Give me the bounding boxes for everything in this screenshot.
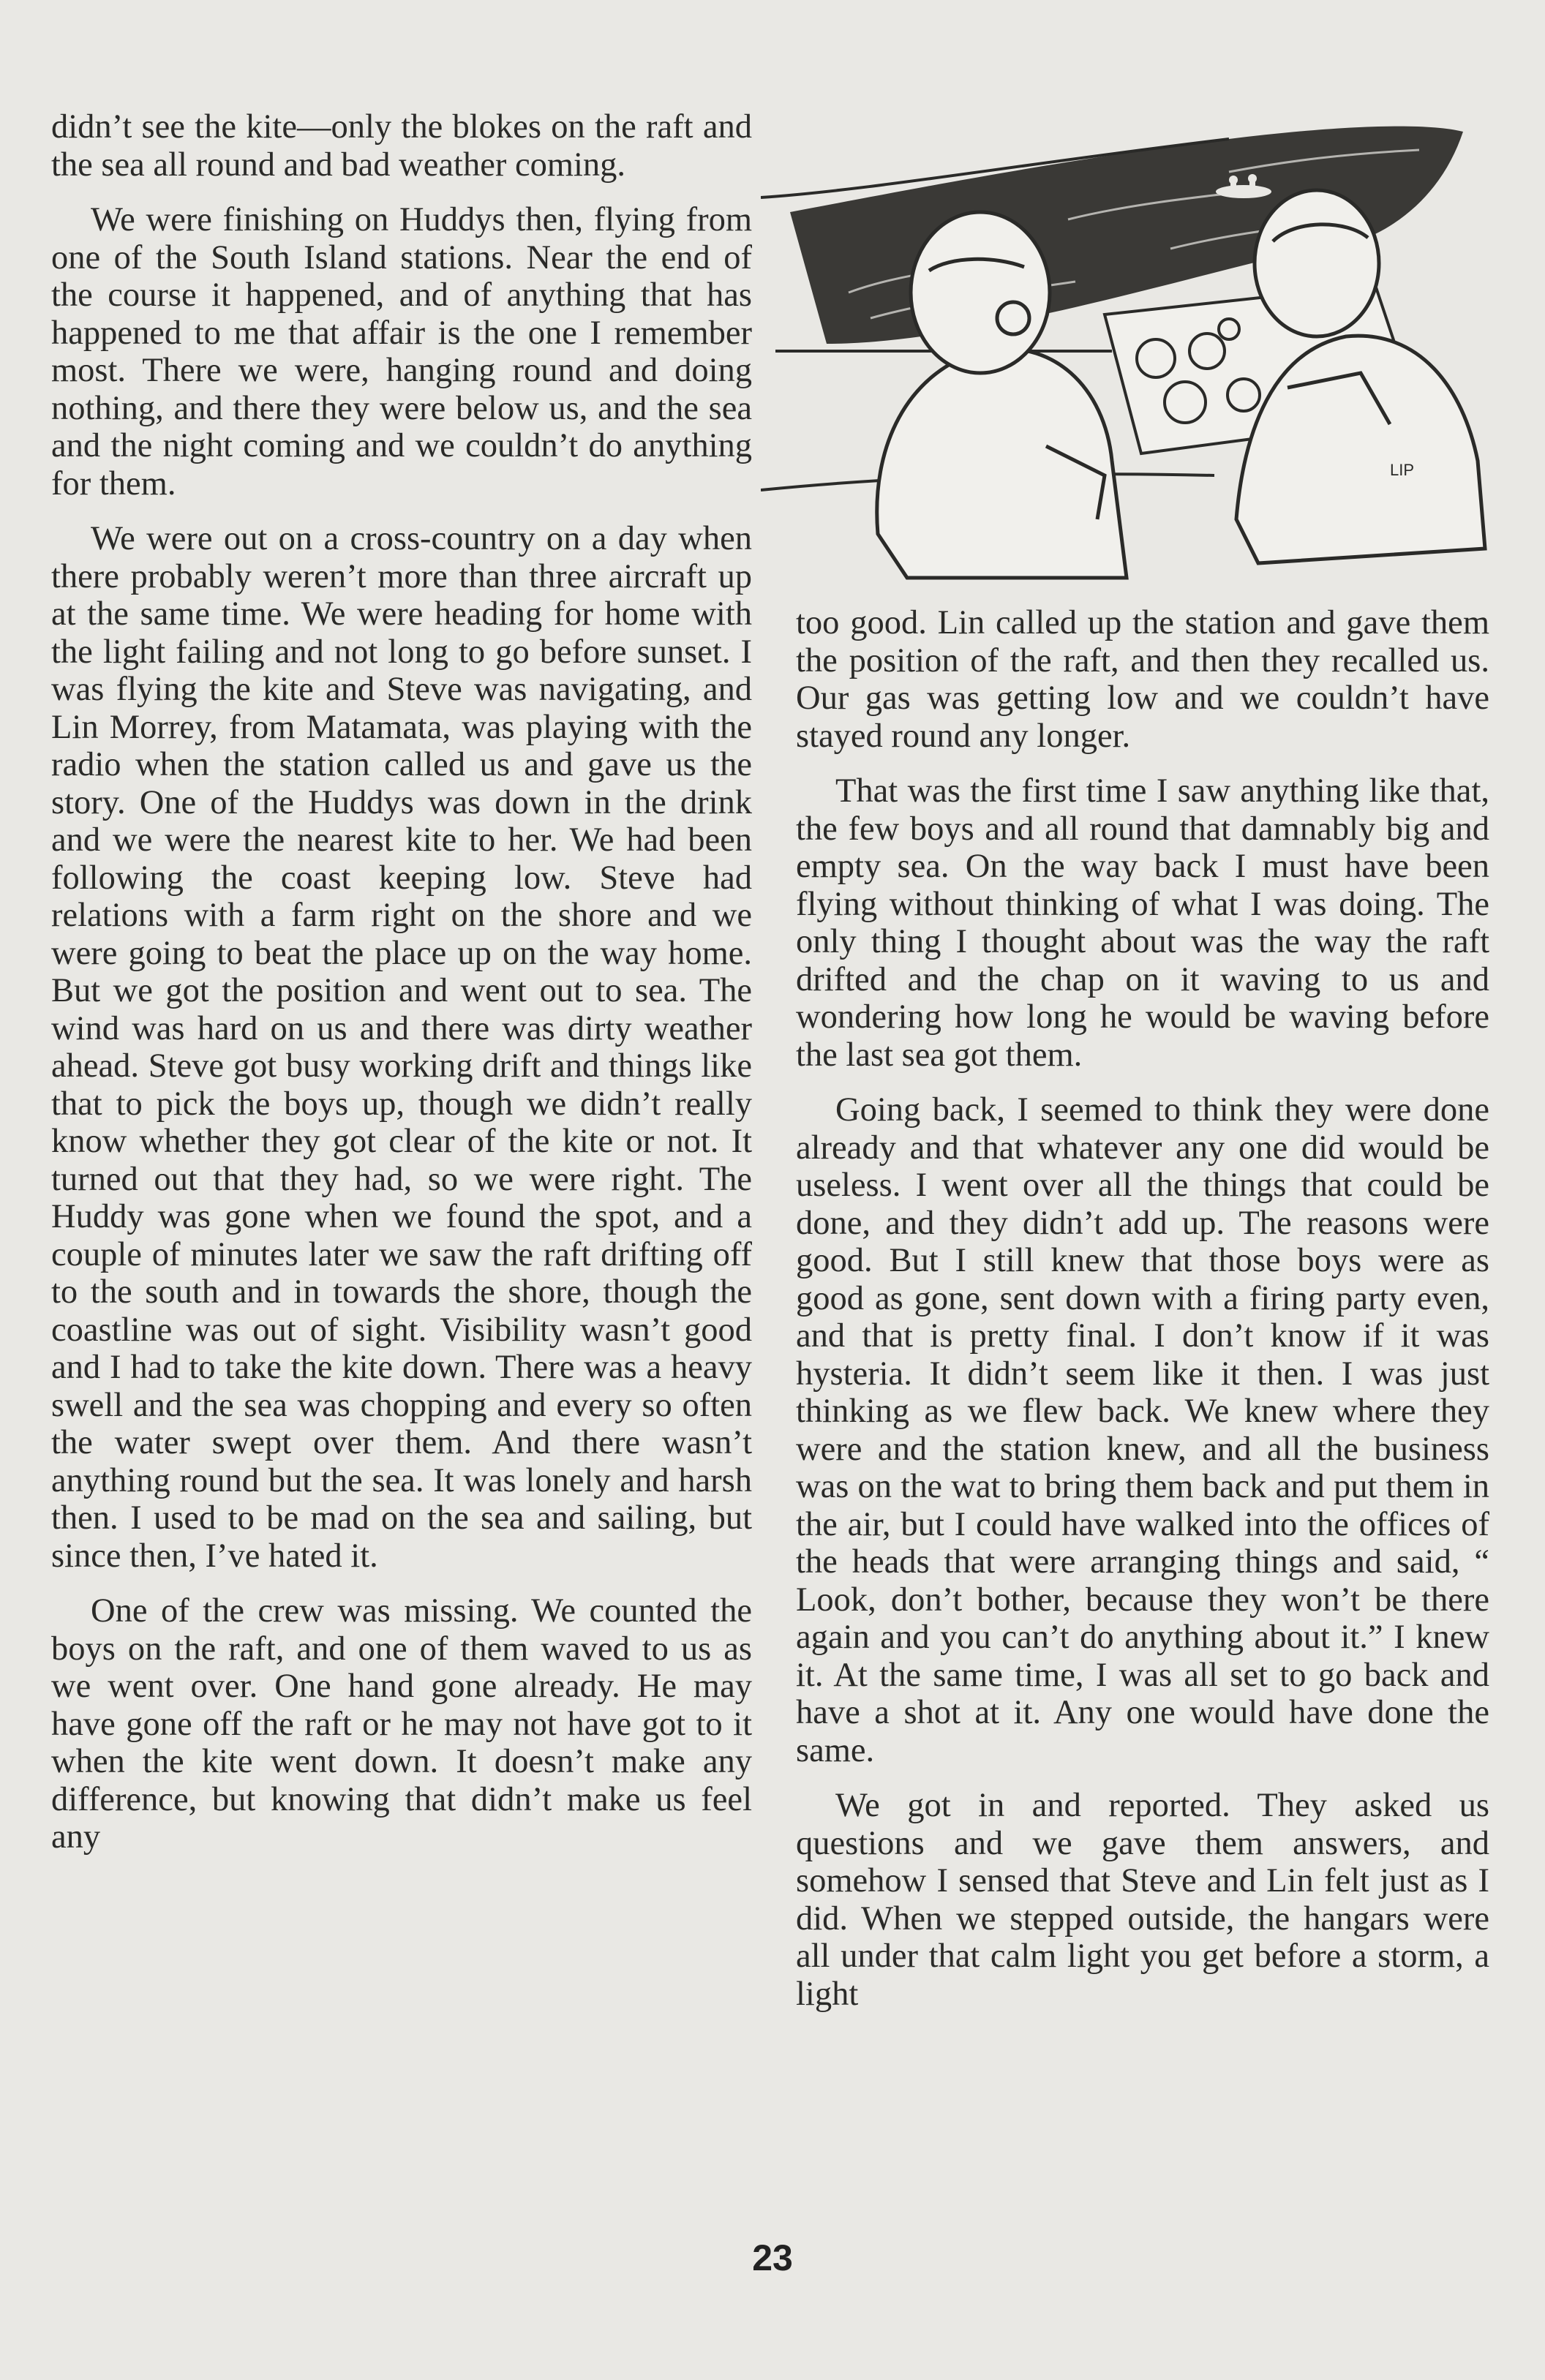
paragraph: That was the first time I saw anything like that, the few boys and all round that damnably big and empty sea. On the way back I must have been flying without thinking of what I was doing. The only thing I thought about was the way the raft drifted and the chap on it waving to us and wondering how long he would be waving before the last sea got them. bbox=[796, 772, 1489, 1074]
paragraph: Going back, I seemed to think they were done already and that whatever any one did would be useless. I went over all the things that could be done, and they didn’t add up. The reasons were good. But I still knew that those boys were as good as gone, sent down with a firing party even, and that is pretty final. I don’t know if it was hysteria. It didn’t seem like it then. I was just thinking as we flew back. We knew where they were and the station knew, and all the business was on the wat to bring them back and put them in the air, but I could have walked into the offices of the heads that were arranging things and said, “ Look, don’t bother, because they won’t be there again and you can’t do anything about it.” I knew it. At the same time, I was all set to go back and have a shot at it. Any one would have done the same. bbox=[796, 1091, 1489, 1769]
illustration-signature: LIP bbox=[1390, 461, 1415, 479]
paragraph: too good. Lin called up the station and gave them the position of the raft, and then they recalled us. Our gas was getting low and we couldn’t have stayed round any longer. bbox=[796, 604, 1489, 755]
paragraph: One of the crew was missing. We counted the boys on the raft, and one of them waved to us as we went over. One hand gone already. He may have gone off the raft or he may not have got to it when the kite went down. It doesn’t make any difference, but knowing that didn’t make us feel any bbox=[51, 1592, 752, 1856]
paragraph: didn’t see the kite—only the blokes on the raft and the sea all round and bad weather coming. bbox=[51, 108, 752, 184]
paragraph: We were out on a cross-country on a day when there probably weren’t more than three aircraft up at the same time. We were heading for home with the light failing and not long to go before sunset. I was flying the kite and Steve was navigating, and Lin Morrey, from Matamata, was playing with the radio when the station called us and gave us the story. One of the Huddys was down in the drink and we were the nearest kite to her. We had been following the coast keeping low. Steve had relations with a farm right on the shore and we were going to beat the place up on the way home. But we got the position and went out to sea. The wind was hard on us and there was dirty weather ahead. Steve got busy working drift and things like that to pick the boys up, though we didn’t really know whether they got clear of the kite or not. It turned out that they had, so we were right. The Huddy was gone when we found the spot, and a couple of minutes later we saw the raft drifting off to the south and in towards the shore, though the coastline was out of sight. Visibility wasn’t good and I had to take the kite down. There was a heavy swell and the sea was chopping and every so often the water swept over them. And there wasn’t anything round but the sea. It was lonely and harsh then. I used to be mad on the sea and sailing, but since then, I’ve hated it. bbox=[51, 520, 752, 1575]
right-text-column bbox=[796, 604, 1489, 2013]
paragraph: We got in and reported. They asked us questions and we gave them answers, and somehow I sensed that Steve and Lin felt just as I did. When we stepped outside, the hangars were all under that calm light you get before a storm, a light bbox=[796, 1787, 1489, 2013]
cockpit-illustration bbox=[761, 110, 1492, 592]
left-text-column bbox=[51, 108, 752, 1856]
paragraph: We were finishing on Huddys then, flying from one of the South Island stations. Near the end of the course it happened, and of anything that has happened to me that affair is the one I remember most. There we were, hanging round and doing nothing, and there they were below us, and the sea and the night coming and we couldn’t do anything for them. bbox=[51, 201, 752, 502]
page-number: 23 bbox=[752, 2237, 793, 2278]
